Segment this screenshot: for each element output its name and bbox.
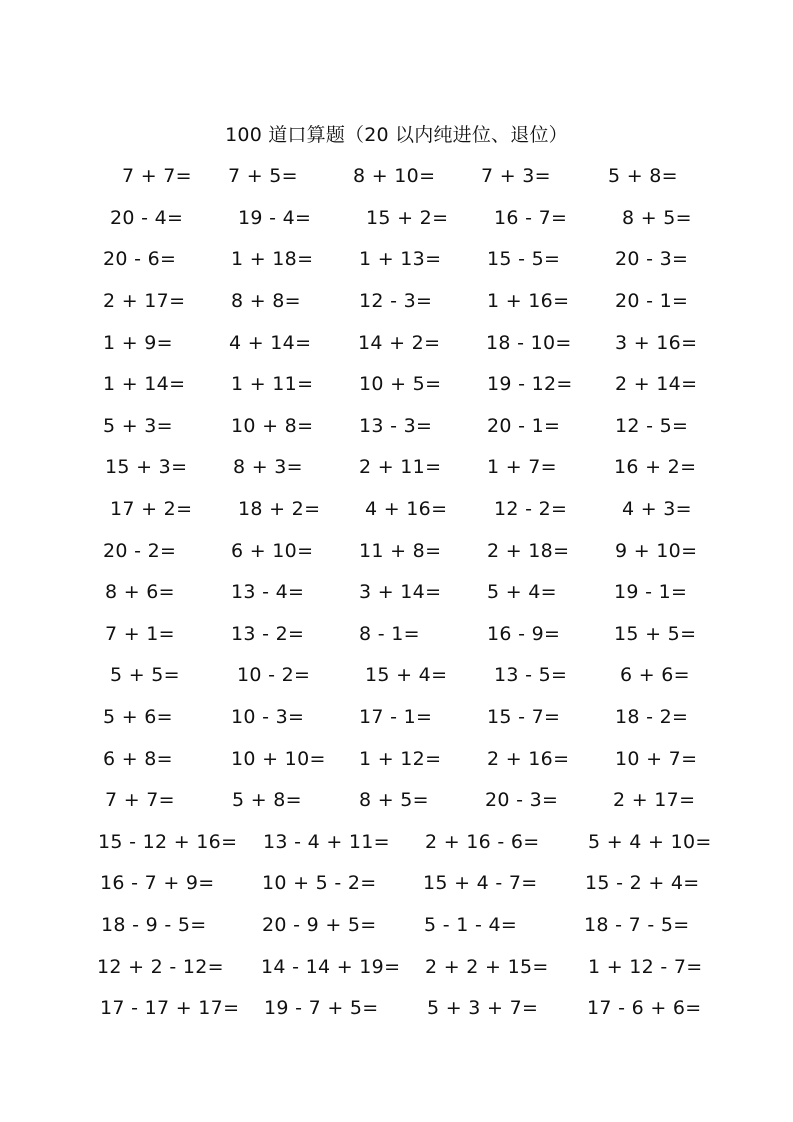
math-problem: 18 - 9 - 5= — [101, 914, 207, 936]
math-problem: 4 + 16= — [365, 498, 448, 520]
math-problem: 1 + 11= — [231, 373, 314, 395]
math-problem: 20 - 9 + 5= — [262, 914, 377, 936]
math-problem: 2 + 16 - 6= — [425, 831, 540, 853]
math-problem: 5 + 6= — [103, 706, 173, 728]
math-problem: 8 + 10= — [353, 165, 436, 187]
math-problem: 1 + 12= — [359, 748, 442, 770]
math-problem: 19 - 7 + 5= — [264, 997, 379, 1019]
math-problem: 20 - 3= — [615, 248, 689, 270]
math-problem: 20 - 4= — [110, 207, 184, 229]
math-problem: 5 + 4 + 10= — [588, 831, 712, 853]
math-problem: 8 + 6= — [105, 581, 175, 603]
math-problem: 13 - 4 + 11= — [263, 831, 390, 853]
problem-row — [0, 952, 793, 982]
problem-row — [0, 203, 793, 233]
math-problem: 18 - 2= — [615, 706, 689, 728]
math-problem: 2 + 11= — [359, 456, 442, 478]
math-problem: 12 + 2 - 12= — [97, 956, 224, 978]
math-problem: 6 + 6= — [620, 664, 690, 686]
math-problem: 16 - 7 + 9= — [100, 872, 215, 894]
math-problem: 13 - 4= — [231, 581, 305, 603]
math-problem: 3 + 16= — [615, 332, 698, 354]
math-problem: 16 - 7= — [494, 207, 568, 229]
problem-row — [0, 161, 793, 191]
math-problem: 20 - 6= — [103, 248, 177, 270]
math-problem: 20 - 3= — [485, 789, 559, 811]
math-problem: 5 + 3= — [103, 415, 173, 437]
math-problem: 8 + 3= — [233, 456, 303, 478]
math-problem: 1 + 13= — [359, 248, 442, 270]
math-problem: 20 - 1= — [615, 290, 689, 312]
math-problem: 10 + 5= — [359, 373, 442, 395]
math-problem: 7 + 7= — [105, 789, 175, 811]
math-problem: 17 - 6 + 6= — [587, 997, 702, 1019]
math-problem: 10 + 10= — [231, 748, 326, 770]
math-problem: 4 + 14= — [229, 332, 312, 354]
math-problem: 19 - 12= — [487, 373, 573, 395]
math-problem: 20 - 1= — [487, 415, 561, 437]
problem-row — [0, 660, 793, 690]
problem-row — [0, 868, 793, 898]
math-problem: 10 - 2= — [237, 664, 311, 686]
math-problem: 17 - 17 + 17= — [100, 997, 240, 1019]
math-problem: 8 + 5= — [622, 207, 692, 229]
math-problem: 2 + 18= — [487, 540, 570, 562]
math-problem: 20 - 2= — [103, 540, 177, 562]
math-problem: 1 + 18= — [231, 248, 314, 270]
math-problem: 19 - 4= — [238, 207, 312, 229]
math-problem: 17 + 2= — [110, 498, 193, 520]
math-problem: 10 - 3= — [231, 706, 305, 728]
math-problem: 2 + 14= — [615, 373, 698, 395]
math-problem: 15 + 2= — [366, 207, 449, 229]
problem-row — [0, 619, 793, 649]
math-problem: 15 - 5= — [487, 248, 561, 270]
math-problem: 4 + 3= — [622, 498, 692, 520]
math-problem: 5 + 4= — [487, 581, 557, 603]
math-problem: 5 + 3 + 7= — [427, 997, 539, 1019]
math-problem: 5 + 8= — [232, 789, 302, 811]
math-problem: 10 + 5 - 2= — [262, 872, 377, 894]
math-problem: 9 + 10= — [615, 540, 698, 562]
page-title: 100 道口算题（20 以内纯进位、退位） — [225, 124, 568, 146]
problem-row — [0, 785, 793, 815]
math-problem: 1 + 14= — [103, 373, 186, 395]
math-problem: 5 + 8= — [608, 165, 678, 187]
math-problem: 12 - 3= — [359, 290, 433, 312]
math-problem: 15 - 2 + 4= — [585, 872, 700, 894]
math-problem: 8 + 8= — [231, 290, 301, 312]
math-problem: 18 - 7 - 5= — [584, 914, 690, 936]
math-problem: 16 - 9= — [487, 623, 561, 645]
math-problem: 18 - 10= — [486, 332, 572, 354]
problem-row — [0, 536, 793, 566]
math-problem: 5 + 5= — [110, 664, 180, 686]
math-problem: 10 + 7= — [615, 748, 698, 770]
math-problem: 1 + 9= — [103, 332, 173, 354]
math-problem: 2 + 16= — [487, 748, 570, 770]
math-problem: 2 + 17= — [613, 789, 696, 811]
math-problem: 6 + 8= — [103, 748, 173, 770]
problem-row — [0, 827, 793, 857]
math-problem: 14 - 14 + 19= — [261, 956, 401, 978]
math-problem: 7 + 7= — [122, 165, 192, 187]
math-problem: 3 + 14= — [359, 581, 442, 603]
math-problem: 15 + 3= — [105, 456, 188, 478]
math-problem: 7 + 5= — [228, 165, 298, 187]
problem-row — [0, 702, 793, 732]
math-problem: 15 + 4= — [365, 664, 448, 686]
math-problem: 7 + 1= — [105, 623, 175, 645]
problem-row — [0, 286, 793, 316]
math-problem: 15 + 4 - 7= — [423, 872, 538, 894]
math-problem: 15 + 5= — [614, 623, 697, 645]
problem-row — [0, 577, 793, 607]
math-problem: 1 + 16= — [487, 290, 570, 312]
math-problem: 7 + 3= — [481, 165, 551, 187]
math-problem: 14 + 2= — [358, 332, 441, 354]
math-problem: 2 + 2 + 15= — [425, 956, 549, 978]
math-problem: 12 - 5= — [615, 415, 689, 437]
math-problem: 13 - 3= — [359, 415, 433, 437]
math-problem: 15 - 12 + 16= — [98, 831, 238, 853]
math-problem: 17 - 1= — [359, 706, 433, 728]
math-problem: 2 + 17= — [103, 290, 186, 312]
problem-row — [0, 910, 793, 940]
problem-row — [0, 244, 793, 274]
math-problem: 19 - 1= — [614, 581, 688, 603]
math-problem: 10 + 8= — [231, 415, 314, 437]
problem-row — [0, 452, 793, 482]
math-problem: 1 + 12 - 7= — [588, 956, 703, 978]
math-problem: 12 - 2= — [494, 498, 568, 520]
math-problem: 5 - 1 - 4= — [424, 914, 518, 936]
math-problem: 6 + 10= — [231, 540, 314, 562]
problem-row — [0, 993, 793, 1023]
math-problem: 8 - 1= — [359, 623, 420, 645]
problem-row — [0, 369, 793, 399]
problem-row — [0, 744, 793, 774]
math-problem: 11 + 8= — [359, 540, 442, 562]
problem-row — [0, 411, 793, 441]
math-problem: 8 + 5= — [359, 789, 429, 811]
math-problem: 18 + 2= — [238, 498, 321, 520]
math-problem: 16 + 2= — [614, 456, 697, 478]
math-problem: 15 - 7= — [487, 706, 561, 728]
math-problem: 1 + 7= — [487, 456, 557, 478]
problem-row — [0, 494, 793, 524]
math-problem: 13 - 5= — [494, 664, 568, 686]
problem-row — [0, 328, 793, 358]
math-problem: 13 - 2= — [231, 623, 305, 645]
